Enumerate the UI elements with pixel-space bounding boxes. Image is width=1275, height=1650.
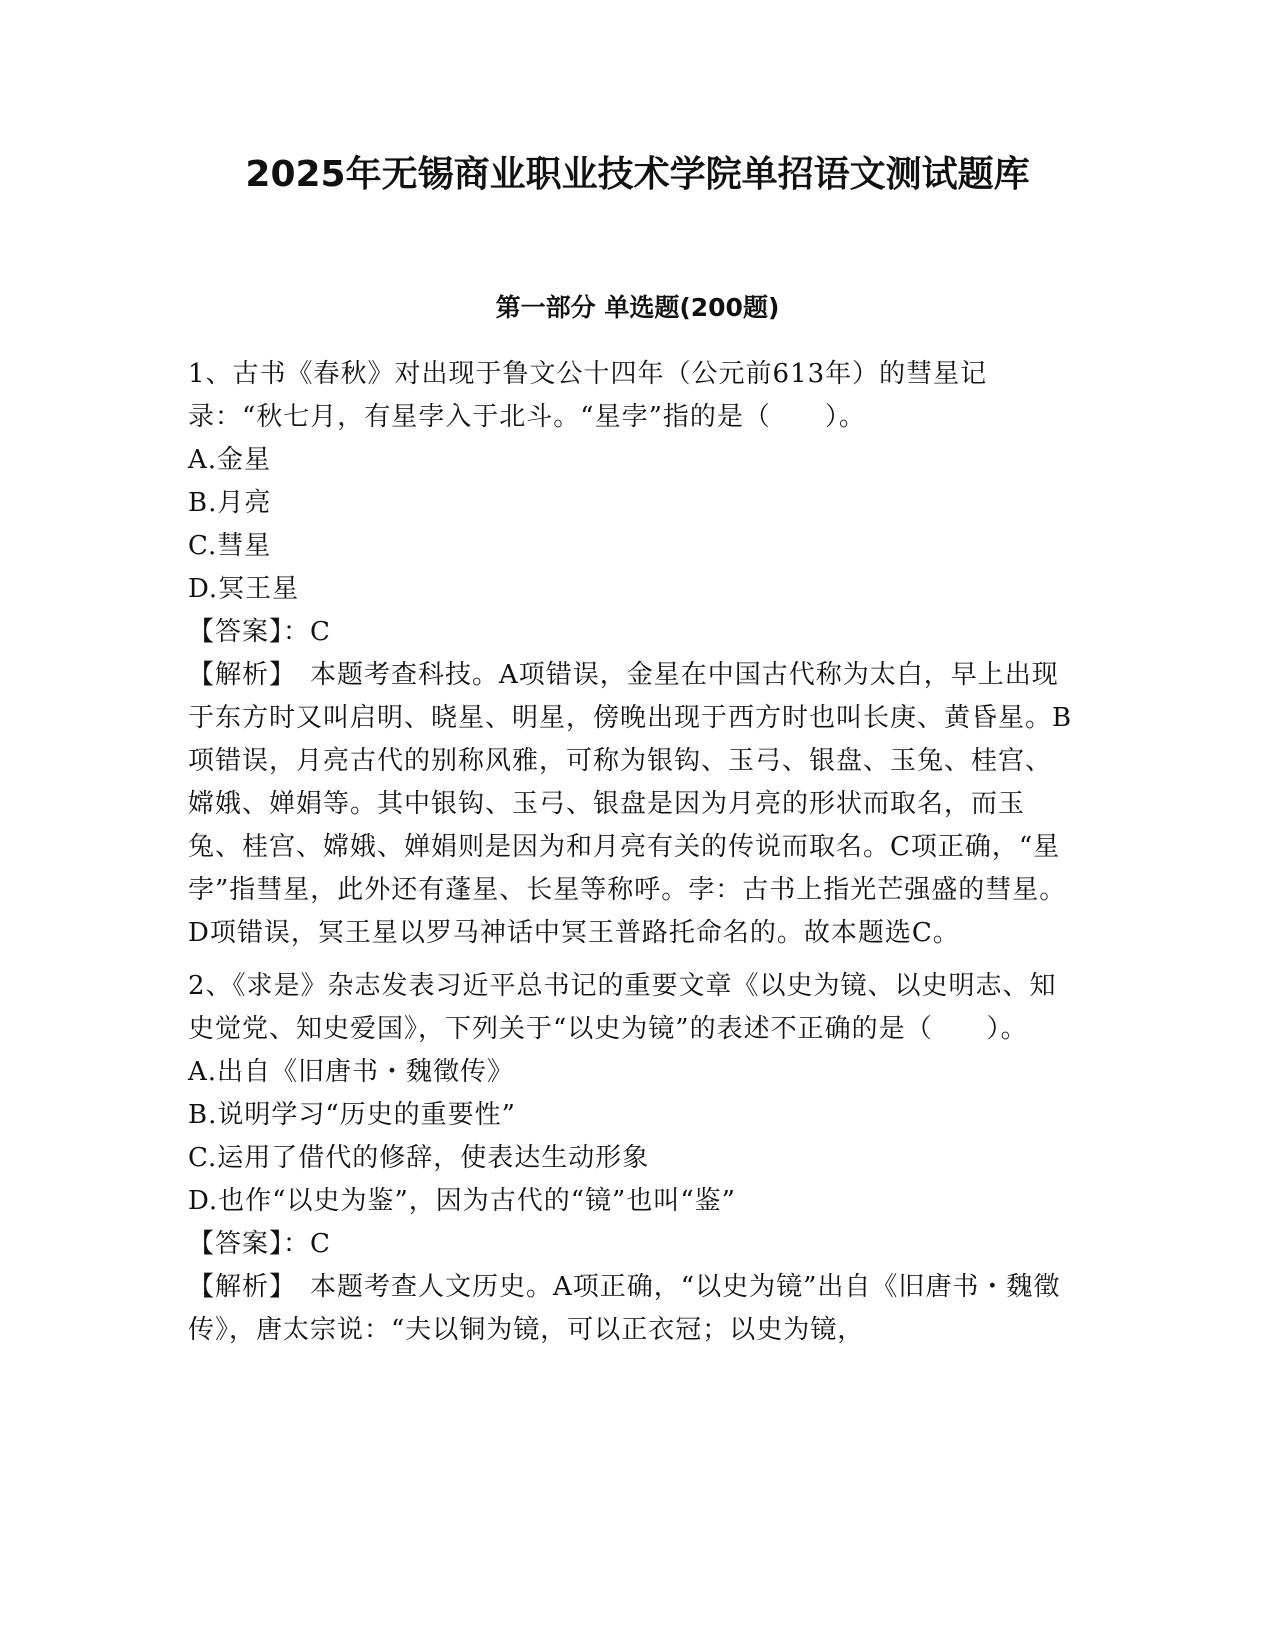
analysis-text: 【解析】 本题考查科技。A项错误，金星在中国古代称为太白，早上出现于东方时又叫启明、晓星、明星，傍晚出现于西方时也叫长庚、黄昏星。B项错误，月亮古代的别称风雅，可称为银钩、玉弓、银盘、玉兔、桂宫、嫦娥、婵娟等。其中银钩、玉弓、银盘是因为月亮的形状而取名，而玉兔、桂宫、嫦娥、婵娟则是因为和月亮有关的传说而取名。C项正确，“星孛”指彗星，此外还有蓬星、长星等称呼。孛：古书上指光芒强盛的彗星。D项错误，冥王星以罗马神话中冥王普路托命名的。故本题选C。 bbox=[188, 660, 1073, 948]
question-list bbox=[188, 353, 1078, 1352]
question-item bbox=[188, 353, 1078, 955]
option-b: B.月亮 bbox=[188, 488, 272, 518]
option-d: D.冥王星 bbox=[188, 574, 300, 604]
option-c: C.运用了借代的修辞，使表达生动形象 bbox=[188, 1143, 650, 1173]
option-a: A.金星 bbox=[188, 445, 272, 475]
question-stem: 2、《求是》杂志发表习近平总书记的重要文章《以史为镜、以史明志、知史觉党、知史爱国》，下列关于“以史为镜”的表述不正确的是（ ）。 bbox=[188, 971, 1057, 1044]
option-c: C.彗星 bbox=[188, 531, 272, 561]
answer-line: 【答案】：C bbox=[188, 617, 331, 647]
option-a: A.出自《旧唐书・魏徵传》 bbox=[188, 1057, 515, 1087]
analysis-text: 【解析】 本题考查人文历史。A项正确，“以史为镜”出自《旧唐书・魏徵传》，唐太宗说：“夫以铜为镜，可以正衣冠；以史为镜， bbox=[188, 1272, 1061, 1345]
question-stem: 1、古书《春秋》对出现于鲁文公十四年（公元前613年）的彗星记录：“秋七月，有星孛入于北斗。“星孛”指的是（ ）。 bbox=[188, 359, 988, 432]
option-d: D.也作“以史为鉴”，因为古代的“镜”也叫“鉴” bbox=[188, 1186, 736, 1216]
section-title: 第一部分 单选题(200题) bbox=[495, 293, 780, 322]
option-b: B.说明学习“历史的重要性” bbox=[188, 1100, 516, 1130]
document-title: 2025年无锡商业职业技术学院单招语文测试题库 bbox=[245, 154, 1030, 195]
question-item bbox=[188, 965, 1078, 1352]
answer-line: 【答案】：C bbox=[188, 1229, 331, 1259]
